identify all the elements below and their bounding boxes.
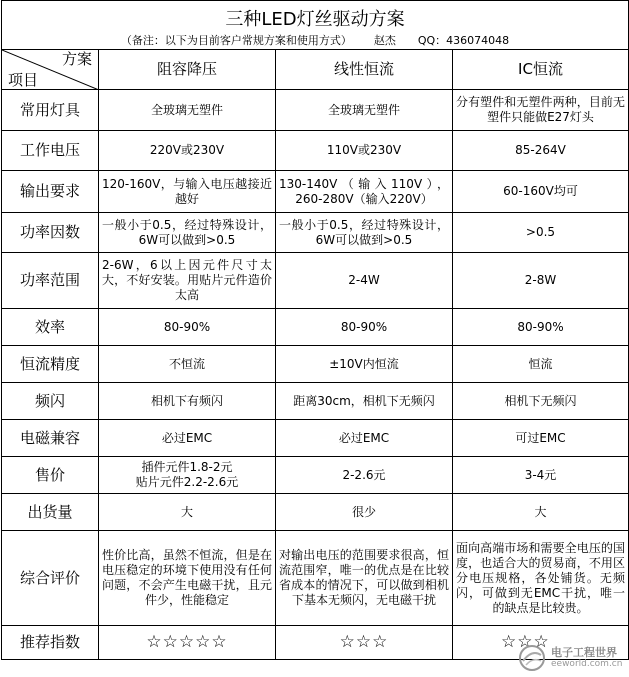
- table-cell: 必过EMC: [99, 420, 276, 457]
- row-label: 恒流精度: [2, 346, 99, 383]
- table-cell: 80-90%: [453, 309, 629, 346]
- table-cell: 大: [453, 494, 629, 531]
- table-cell: 距离30cm，相机下无频闪: [276, 383, 453, 420]
- table-row: [2, 531, 629, 626]
- table-cell: 可过EMC: [453, 420, 629, 457]
- row-label: 售价: [2, 457, 99, 494]
- row-label: 效率: [2, 309, 99, 346]
- table-cell: 插件元件1.8-2元 贴片元件2.2-2.6元: [99, 457, 276, 494]
- table-cell: 全玻璃无塑件: [276, 90, 453, 131]
- table-cell: 80-90%: [99, 309, 276, 346]
- row-label: 频闪: [2, 383, 99, 420]
- table-cell: 相机下有频闪: [99, 383, 276, 420]
- table-cell: 2-4W: [276, 253, 453, 309]
- table-note: [2, 34, 628, 48]
- note-qq: QQ：436074048: [417, 33, 510, 47]
- row-label: 功率范围: [2, 253, 99, 309]
- rating-stars: ☆☆☆: [276, 626, 453, 660]
- table-cell: 2-2.6元: [276, 457, 453, 494]
- table-cell: 3-4元: [453, 457, 629, 494]
- table-row: [2, 626, 629, 660]
- column-header-linear: 线性恒流: [276, 50, 453, 90]
- watermark-name: 电子工程世界: [551, 646, 617, 659]
- table-cell: 不恒流: [99, 346, 276, 383]
- table-cell: 60-160V均可: [453, 171, 629, 213]
- table-cell: 大: [99, 494, 276, 531]
- driver-comparison-table: [1, 0, 629, 660]
- table-row: [2, 131, 629, 171]
- note-text: （备注：以下为目前客户常规方案和使用方式）: [120, 33, 352, 47]
- table-cell: 220V或230V: [99, 131, 276, 171]
- table-cell: ±10V内恒流: [276, 346, 453, 383]
- table-row: [2, 346, 629, 383]
- row-label: 输出要求: [2, 171, 99, 213]
- table-cell: 恒流: [453, 346, 629, 383]
- table-row: [2, 494, 629, 531]
- rating-stars: ☆☆☆: [453, 626, 629, 660]
- table-row: [2, 457, 629, 494]
- row-label: 常用灯具: [2, 90, 99, 131]
- table-cell: 分有塑件和无塑件两种，目前无塑件只能做E27灯头: [453, 90, 629, 131]
- watermark-url: eeworld.com.cn: [551, 659, 623, 669]
- table-cell: 面向高端市场和需要全电压的国度，也适合大的贸易商，不用区分电压规格，各处铺货。无频闪，可做到无EMC干扰，唯一的缺点是比较贵。: [453, 531, 629, 626]
- column-header-ic: IC恒流: [453, 50, 629, 90]
- table-cell: 性价比高，虽然不恒流，但是在电压稳定的环境下使用没有任何问题，不会产生电磁干扰，且元件少，性能稳定: [99, 531, 276, 626]
- table-title-cell: [2, 1, 629, 50]
- table-cell: 110V或230V: [276, 131, 453, 171]
- table-row: [2, 253, 629, 309]
- table-cell: 80-90%: [276, 309, 453, 346]
- page-title: 三种LED灯丝驱动方案: [225, 8, 405, 30]
- table-cell: >0.5: [453, 213, 629, 253]
- table-cell: 必过EMC: [276, 420, 453, 457]
- table-row: [2, 309, 629, 346]
- table-row: [2, 420, 629, 457]
- table-row: [2, 213, 629, 253]
- table-cell: 一般小于0.5，经过特殊设计，6W可以做到>0.5: [276, 213, 453, 253]
- table-cell: 很少: [276, 494, 453, 531]
- diagonal-header-cell: [2, 50, 99, 90]
- row-label: 功率因数: [2, 213, 99, 253]
- table-cell: 2-8W: [453, 253, 629, 309]
- diagonal-label-item: 项目: [8, 71, 39, 89]
- note-author: 赵杰: [373, 33, 396, 47]
- table-cell: 85-264V: [453, 131, 629, 171]
- table-row: [2, 383, 629, 420]
- column-header-rc: 阻容降压: [99, 50, 276, 90]
- table-cell: 全玻璃无塑件: [99, 90, 276, 131]
- table-cell: 2-6W，6以上因元件尺寸太大，不好安装。用贴片元件造价太高: [99, 253, 276, 309]
- table-cell: 120-160V，与输入电压越接近越好: [99, 171, 276, 213]
- table-cell: 相机下无频闪: [453, 383, 629, 420]
- row-label: 电磁兼容: [2, 420, 99, 457]
- table-row: [2, 90, 629, 131]
- table-row: [2, 171, 629, 213]
- row-label: 出货量: [2, 494, 99, 531]
- row-label: 推荐指数: [2, 626, 99, 660]
- diagonal-label-scheme: 方案: [61, 50, 92, 68]
- table-cell: 130-140V（输入110V），260-280V（输入220V）: [276, 171, 453, 213]
- row-label: 工作电压: [2, 131, 99, 171]
- row-label: 综合评价: [2, 531, 99, 626]
- rating-stars: ☆☆☆☆☆: [99, 626, 276, 660]
- table-cell: 对输出电压的范围要求很高，恒流范围窄，唯一的优点是在比较省成本的情况下，可以做到相机下基本无频闪，无电磁干扰: [276, 531, 453, 626]
- table-cell: 一般小于0.5，经过特殊设计，6W可以做到>0.5: [99, 213, 276, 253]
